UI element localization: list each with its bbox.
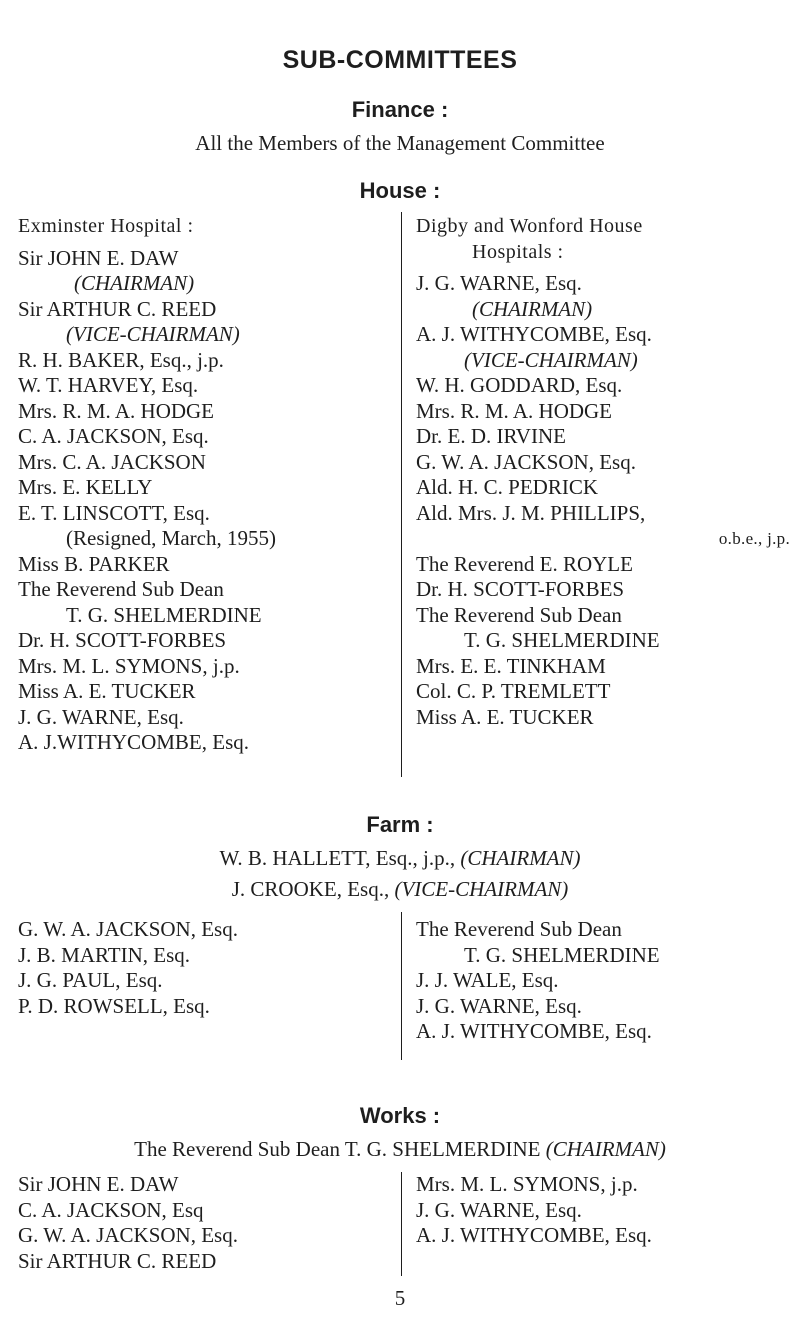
finance-heading: Finance : [351, 97, 449, 122]
member-line: J. B. MARTIN, Esq. [18, 942, 190, 967]
member-line: A. J. WITHYCOMBE, Esq. [416, 1019, 652, 1043]
house-right-column [416, 214, 796, 730]
role-line: (VICE-CHAIRMAN) [66, 322, 240, 346]
member-line: G. W. A. JACKSON, Esq. [18, 1223, 238, 1247]
member-line: J. J. WALE, Esq. [416, 968, 559, 992]
member-line: P. D. ROWSELL, Esq. [18, 993, 210, 1018]
exminster-heading: Exminster Hospital : [18, 215, 194, 237]
works-column-divider [401, 1172, 402, 1276]
farm-chairman-role: (CHAIRMAN) [460, 846, 581, 870]
member-line: T. G. SHELMERDINE [464, 942, 660, 967]
member-line: W. H. GODDARD, Esq. [416, 373, 623, 397]
member-line: Sir ARTHUR C. REED [18, 296, 217, 321]
house-heading: House : [359, 178, 441, 203]
member-line: Mrs. M. L. SYMONS, j.p. [18, 653, 240, 678]
works-right-column [416, 1172, 796, 1249]
member-line: G. W. A. JACKSON, Esq. [18, 917, 238, 941]
page-number: 5 [394, 1286, 406, 1310]
member-line: Mrs. E. KELLY [18, 475, 153, 499]
honours-line: o.b.e., j.p. [718, 529, 790, 548]
works-left-column [18, 1172, 388, 1274]
farm-column-divider [401, 912, 402, 1060]
house-column-divider [401, 212, 402, 777]
member-line: J. G. WARNE, Esq. [416, 1197, 582, 1222]
member-line: T. G. SHELMERDINE [66, 602, 262, 627]
member-line: Dr. H. SCOTT-FORBES [18, 628, 227, 652]
works-chairman-name: The Reverend Sub Dean T. G. SHELMERDINE [134, 1137, 546, 1161]
member-line: The Reverend Sub Dean [18, 577, 224, 601]
farm-vice-chairman-role: (VICE-CHAIRMAN) [394, 877, 569, 901]
member-line: Col. C. P. TREMLETT [416, 679, 611, 703]
farm-right-column [416, 917, 796, 1045]
member-line: Mrs. E. E. TINKHAM [416, 653, 606, 678]
member-line: T. G. SHELMERDINE [464, 628, 660, 652]
member-line: Mrs. R. M. A. HODGE [18, 398, 215, 423]
member-line: J. G. WARNE, Esq. [416, 993, 582, 1018]
role-line: (VICE-CHAIRMAN) [464, 347, 638, 372]
member-line: G. W. A. JACKSON, Esq. [416, 449, 636, 474]
member-line: Miss B. PARKER [18, 551, 170, 576]
farm-chairman [0, 846, 800, 871]
farm-vice-chairman [0, 877, 800, 902]
works-chairman-role: (CHAIRMAN) [545, 1137, 666, 1161]
member-line: Dr. H. SCOTT-FORBES [416, 577, 625, 601]
member-line: Miss A. E. TUCKER [416, 704, 594, 729]
member-line: A. J. WITHYCOMBE, Esq. [416, 322, 652, 346]
works-heading: Works : [359, 1103, 441, 1128]
member-line: Miss A. E. TUCKER [18, 679, 196, 703]
member-line: The Reverend Sub Dean [416, 602, 622, 627]
member-line: W. T. HARVEY, Esq. [18, 373, 199, 397]
role-line: (CHAIRMAN) [74, 271, 195, 295]
works-chairman [0, 1137, 800, 1162]
member-line: The Reverend E. ROYLE [416, 551, 633, 576]
house-left-column [18, 214, 388, 756]
member-line: J. G. WARNE, Esq. [416, 271, 582, 295]
member-line: Dr. E. D. IRVINE [416, 424, 566, 448]
finance-text: All the Members of the Management Committee [195, 131, 605, 155]
member-line: A. J.WITHYCOMBE, Esq. [18, 730, 249, 754]
member-line: C. A. JACKSON, Esq [18, 1197, 204, 1222]
digby-heading-line-2: Hospitals : [472, 240, 564, 263]
member-line: Sir JOHN E. DAW [18, 245, 179, 270]
member-line: Sir ARTHUR C. REED [18, 1248, 217, 1273]
member-line: Ald. Mrs. J. M. PHILLIPS, [416, 500, 646, 525]
farm-vice-chairman-name: J. CROOKE, Esq., [231, 877, 395, 901]
page-title: SUB-COMMITTEES [282, 46, 518, 74]
member-line: Ald. H. C. PEDRICK [416, 475, 599, 499]
farm-left-column [18, 917, 388, 1019]
farm-heading: Farm : [366, 812, 434, 837]
member-line: J. G. PAUL, Esq. [18, 968, 163, 992]
digby-heading: Digby and Wonford House [416, 215, 643, 237]
member-line: E. T. LINSCOTT, Esq. [18, 500, 210, 525]
member-line: Mrs. R. M. A. HODGE [416, 398, 613, 423]
member-line: A. J. WITHYCOMBE, Esq. [416, 1223, 652, 1247]
note-line: (Resigned, March, 1955) [66, 526, 276, 550]
farm-chairman-name: W. B. HALLETT, Esq., j.p., [219, 846, 461, 870]
member-line: Mrs. C. A. JACKSON [18, 449, 206, 474]
member-line: Sir JOHN E. DAW [18, 1172, 179, 1196]
role-line: (CHAIRMAN) [472, 296, 593, 321]
member-line: The Reverend Sub Dean [416, 917, 622, 941]
member-line: C. A. JACKSON, Esq. [18, 424, 209, 448]
member-line: R. H. BAKER, Esq., j.p. [18, 347, 224, 372]
member-line: Mrs. M. L. SYMONS, j.p. [416, 1172, 638, 1196]
member-line: J. G. WARNE, Esq. [18, 704, 184, 729]
